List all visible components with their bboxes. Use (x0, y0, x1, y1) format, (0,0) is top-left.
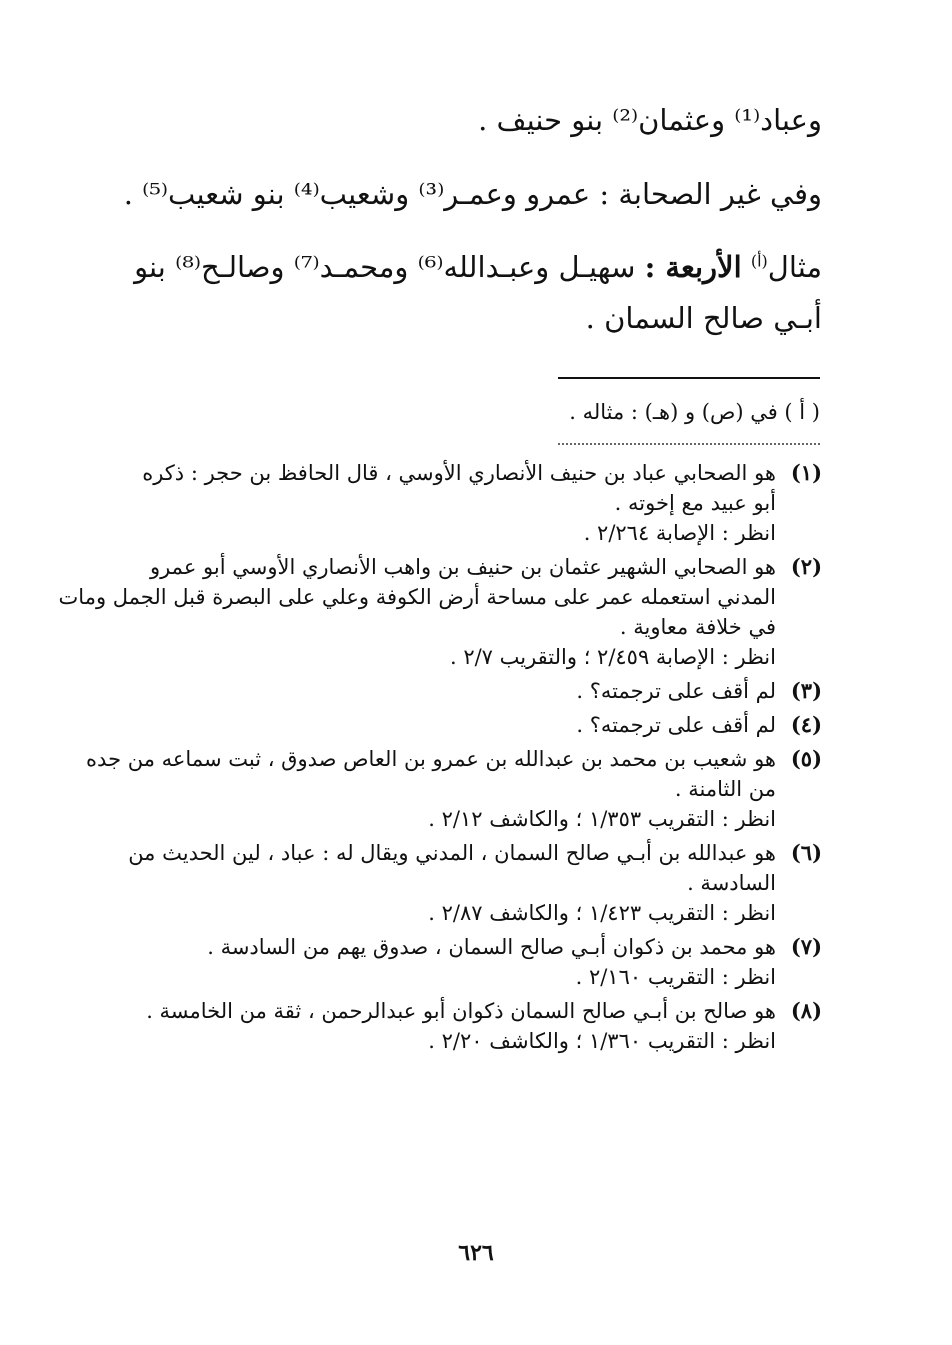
footnote-1 (122, 458, 822, 548)
footnote-number: (٢) (790, 554, 822, 579)
footnote-text: المدني استعمله عمر على مساحة أرض الكوفة وعلي على البصرة قبل الجمل ومات (58, 585, 776, 609)
footnote-text: لم أقف على ترجمته؟ . (576, 713, 776, 737)
footnote-line (122, 962, 776, 992)
footnote-text: هو الصحابي عباد بن حنيف الأنصاري الأوسي ، قال الحافظ بن حجر : ذكره (142, 461, 776, 485)
footnote-text: من الثامنة . (674, 777, 776, 801)
footnote-number: (٤) (790, 712, 822, 737)
variant-marker: (أ) (750, 251, 768, 271)
main-text-line-1: وعباد⁽¹⁾ وعثمان⁽²⁾ بنو حنيف . (478, 103, 822, 137)
footnote-number: (٥) (790, 746, 822, 771)
footnote-line (122, 458, 822, 488)
footnote-line (122, 518, 776, 548)
main-text-line-3 (122, 245, 822, 289)
footnote-text: هو محمد بن ذكوان أبـي صالح السمان ، صدوق يهم من السادسة . (207, 935, 776, 959)
footnote-text: أبو عبيد مع إخوته . (614, 491, 776, 515)
footnote-5 (86, 744, 822, 834)
footnote-line (122, 868, 776, 898)
footnote-text: السادسة . (687, 871, 776, 895)
main-text-line-4: أبـي صالح السمان . (585, 301, 822, 335)
footnote-text: هو الصحابي الشهير عثمان بن حنيف بن واهب الأنصاري الأوسي أبو عمرو (149, 555, 776, 579)
footnote-line (122, 552, 822, 582)
footnote-3 (122, 676, 822, 706)
main-text-line-2: وفي غير الصحابة : عمرو وعمـر⁽³⁾ وشعيب⁽⁴⁾ بنو شعيب⁽⁵⁾ . (123, 177, 822, 211)
four-heading: الأربعة : (644, 250, 742, 284)
footnote-text: هو شعيب بن محمد بن عبدالله بن عمرو بن العاص صدوق ، ثبت سماعه من جده (86, 747, 776, 771)
footnotes (58, 458, 822, 1060)
footnote-line (122, 1026, 776, 1056)
footnote-text: هو صالح بن أبـي صالح السمان ذكوان أبو عبدالرحمن ، ثقة من الخامسة . (146, 999, 776, 1023)
footnote-8 (122, 996, 822, 1056)
example-label: مثال (767, 250, 822, 284)
footnote-text: انظر : التقريب ١/٣٦٠ ؛ والكاشف ٢/٢٠ . (428, 1029, 776, 1053)
footnote-line (122, 642, 776, 672)
footnote-2 (58, 552, 822, 672)
footnote-line (122, 838, 822, 868)
footnote-line (122, 996, 822, 1026)
page-number: ٦٢٦ (458, 1240, 494, 1266)
footnote-number: (٨) (790, 998, 822, 1023)
footnote-text: انظر : التقريب ١/٤٢٣ ؛ والكاشف ٢/٨٧ . (428, 901, 776, 925)
footnote-text: انظر : الإصابة ٢/٢٦٤ . (583, 521, 776, 545)
footnote-number: (٧) (790, 934, 822, 959)
footnote-number: (٦) (790, 840, 822, 865)
variant-note: ( أ ) في (ص) و (هـ) : مثاله . (569, 400, 820, 424)
footnote-line (122, 932, 822, 962)
footnote-line (122, 676, 822, 706)
footnote-text: في خلافة معاوية . (619, 615, 776, 639)
footnote-text: هو عبدالله بن أبـي صالح السمان ، المدني ويقال له : عباد ، لين الحديث من (128, 841, 776, 865)
footnote-line (86, 744, 822, 774)
footnote-text: لم أقف على ترجمته؟ . (576, 679, 776, 703)
footnote-line (122, 488, 776, 518)
footnote-number: (١) (790, 460, 822, 485)
footnote-line (122, 710, 822, 740)
footnote-separator (558, 377, 820, 379)
main-text-line-3-rest: سهيـل وعبـدالله⁽⁶⁾ ومحمـد⁽⁷⁾ وصالـح⁽⁸⁾ بنو (134, 250, 636, 284)
footnote-7 (122, 932, 822, 992)
footnote-line (122, 774, 776, 804)
footnote-text: انظر : الإصابة ٢/٤٥٩ ؛ والتقريب ٢/٧ . (449, 645, 776, 669)
footnote-line (122, 898, 776, 928)
dotted-separator (558, 443, 820, 445)
footnote-line (58, 582, 776, 612)
footnote-number: (٣) (790, 678, 822, 703)
footnote-text: انظر : التقريب ٢/١٦٠ . (575, 965, 776, 989)
footnote-6 (122, 838, 822, 928)
footnote-line (122, 804, 776, 834)
footnote-4 (122, 710, 822, 740)
footnote-line (122, 612, 776, 642)
footnote-text: انظر : التقريب ١/٣٥٣ ؛ والكاشف ٢/١٢ . (428, 807, 776, 831)
